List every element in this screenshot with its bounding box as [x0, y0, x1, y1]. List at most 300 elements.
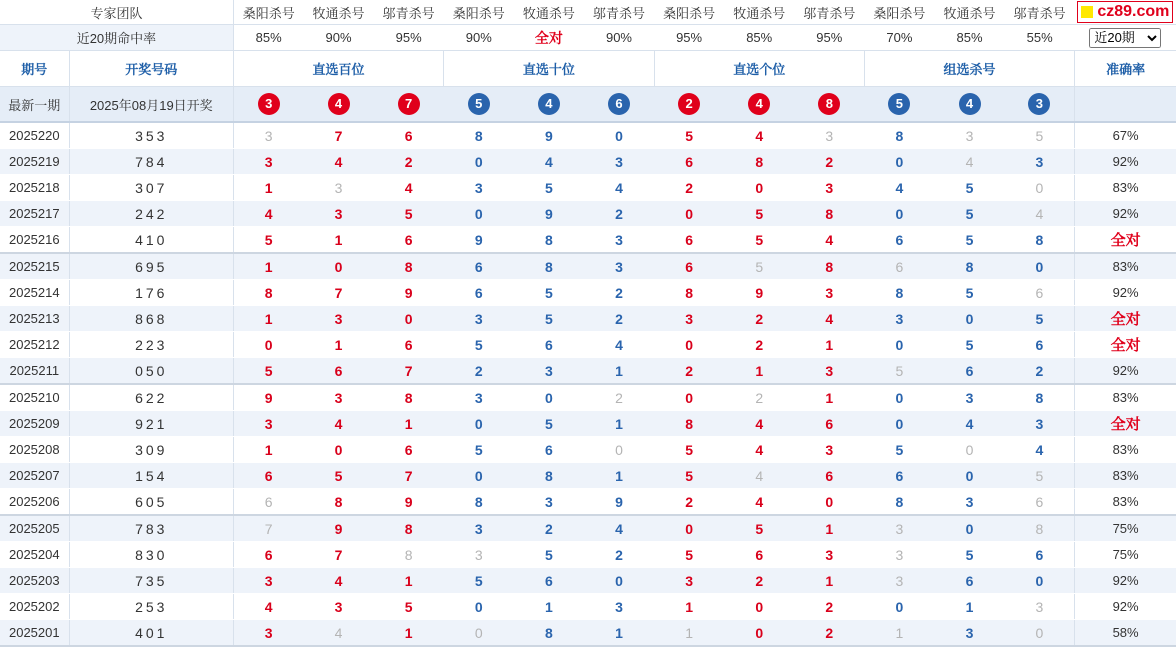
kill-number: 0 — [1035, 179, 1044, 196]
kill-number-cell — [1005, 358, 1075, 385]
accuracy-value: 全对 — [1110, 311, 1141, 328]
kill-number-cell — [1005, 384, 1075, 411]
kill-number: 1 — [825, 520, 834, 537]
kill-number-cell — [864, 332, 934, 358]
kill-number-cell — [654, 332, 724, 358]
expert-name: 桑阳杀号 — [233, 0, 303, 25]
kill-number: 5 — [404, 205, 413, 222]
kill-number: 6 — [825, 467, 834, 484]
kill-number: 6 — [965, 572, 974, 589]
kill-number-cell — [794, 620, 864, 647]
kill-number: 0 — [474, 153, 483, 170]
kill-number-cell — [794, 463, 864, 489]
kill-number: 4 — [965, 415, 974, 432]
kill-number-cell — [514, 227, 584, 254]
draw-cell: 154 — [69, 463, 233, 489]
accuracy-cell — [1075, 620, 1176, 647]
kill-number-cell — [444, 568, 514, 594]
kill-number-cell — [514, 358, 584, 385]
kill-number-cell — [794, 358, 864, 385]
kill-number: 6 — [895, 467, 904, 484]
accuracy-cell — [1075, 411, 1176, 437]
table-row — [0, 489, 1176, 516]
kill-number-cell — [934, 568, 1004, 594]
kill-number-cell — [584, 253, 654, 280]
kill-number: 3 — [825, 127, 834, 144]
kill-number-cell — [304, 437, 374, 463]
draw-cell: 242 — [69, 201, 233, 227]
kill-number: 3 — [895, 310, 904, 327]
kill-number: 6 — [404, 127, 413, 144]
kill-number: 5 — [895, 362, 904, 379]
kill-number: 0 — [1035, 258, 1044, 275]
kill-number-cell — [374, 489, 444, 516]
kill-number-cell — [724, 568, 794, 594]
kill-number-cell — [654, 227, 724, 254]
kill-number-cell — [934, 280, 1004, 306]
kill-number-cell — [444, 358, 514, 385]
table-row — [0, 437, 1176, 463]
kill-number: 6 — [895, 258, 904, 275]
kill-number: 4 — [825, 310, 834, 327]
latest-ball-cell — [934, 87, 1004, 123]
accuracy-value: 全对 — [1110, 416, 1141, 433]
kill-number-cell — [654, 201, 724, 227]
kill-number: 1 — [965, 598, 974, 615]
accuracy-value: 83% — [1112, 468, 1139, 483]
logo-cell — [1075, 0, 1176, 25]
latest-accuracy-cell — [1075, 87, 1176, 123]
kill-number-cell — [794, 489, 864, 516]
kill-number: 5 — [755, 258, 764, 275]
accuracy-value: 92% — [1112, 154, 1139, 169]
kill-number: 1 — [895, 624, 904, 641]
kill-number: 1 — [334, 231, 343, 248]
kill-number-cell — [724, 384, 794, 411]
table-row — [0, 149, 1176, 175]
kill-number-cell — [584, 175, 654, 201]
latest-ball-cell — [794, 87, 864, 123]
group-header-hundreds: 直选百位 — [233, 51, 443, 87]
accuracy-value: 全对 — [1110, 232, 1141, 249]
accuracy-cell — [1075, 201, 1176, 227]
kill-number: 0 — [685, 520, 693, 537]
kill-number-cell — [374, 620, 444, 647]
latest-ball: 5 — [888, 93, 910, 115]
accuracy-cell — [1075, 515, 1176, 542]
kill-number-cell — [233, 306, 303, 332]
kill-number: 3 — [825, 179, 834, 196]
kill-number: 1 — [685, 624, 693, 641]
kill-number-cell — [304, 253, 374, 280]
kill-number: 8 — [404, 520, 413, 537]
kill-number-cell — [304, 306, 374, 332]
kill-number-cell — [444, 411, 514, 437]
kill-number-cell — [514, 122, 584, 149]
kill-number: 1 — [264, 179, 273, 196]
kill-number-cell — [654, 175, 724, 201]
kill-number-cell — [864, 358, 934, 385]
kill-number: 4 — [544, 153, 553, 170]
site-logo[interactable] — [1077, 1, 1173, 23]
hit-rate-value: 95% — [374, 25, 444, 51]
accuracy-value: 92% — [1112, 363, 1139, 378]
kill-number: 5 — [685, 127, 693, 144]
kill-number: 6 — [544, 441, 553, 458]
kill-number-cell — [724, 594, 794, 620]
kill-number-cell — [584, 411, 654, 437]
accuracy-cell — [1075, 175, 1176, 201]
kill-number-cell — [584, 542, 654, 568]
latest-ball: 4 — [748, 93, 770, 115]
kill-number: 5 — [755, 520, 764, 537]
expert-header-row — [0, 0, 1176, 25]
kill-number-cell — [514, 594, 584, 620]
hit-rate-value: 90% — [304, 25, 374, 51]
kill-number-cell — [654, 437, 724, 463]
hit-rate-value: 90% — [584, 25, 654, 51]
kill-number: 1 — [264, 258, 273, 275]
kill-number: 5 — [685, 467, 693, 484]
kill-number: 8 — [1035, 520, 1044, 537]
kill-number-cell — [304, 201, 374, 227]
latest-ball: 3 — [1028, 93, 1050, 115]
kill-number: 5 — [404, 598, 413, 615]
kill-number: 1 — [825, 336, 834, 353]
kill-number: 0 — [404, 310, 413, 327]
kill-number-cell — [934, 542, 1004, 568]
kill-number-cell — [864, 175, 934, 201]
kill-number: 8 — [825, 258, 834, 275]
kill-number-cell — [724, 149, 794, 175]
kill-number: 6 — [1035, 493, 1044, 510]
kill-number: 8 — [755, 153, 764, 170]
kill-number-cell — [514, 437, 584, 463]
group-header-group-kill: 组选杀号 — [864, 51, 1074, 87]
latest-ball-cell — [584, 87, 654, 123]
kill-number-cell — [724, 515, 794, 542]
kill-number: 0 — [474, 624, 483, 641]
kill-number-cell — [794, 227, 864, 254]
kill-number-cell — [444, 542, 514, 568]
kill-number-cell — [934, 437, 1004, 463]
kill-number: 6 — [264, 493, 273, 510]
accuracy-value: 67% — [1112, 128, 1139, 143]
issue-cell: 2025215 — [0, 253, 69, 280]
kill-number: 8 — [404, 258, 413, 275]
kill-number: 6 — [404, 231, 413, 248]
latest-label: 最新一期 — [0, 87, 69, 123]
kill-number: 1 — [404, 624, 413, 641]
kill-number: 6 — [685, 258, 693, 275]
latest-ball-cell — [304, 87, 374, 123]
kill-number: 0 — [685, 336, 693, 353]
draw-cell: 401 — [69, 620, 233, 647]
kill-number: 4 — [404, 179, 413, 196]
kill-number: 2 — [615, 284, 623, 301]
kill-number: 2 — [755, 310, 764, 327]
kill-number: 0 — [334, 258, 343, 275]
kill-number-cell — [444, 332, 514, 358]
kill-number: 3 — [615, 153, 623, 170]
kill-number-cell — [1005, 227, 1075, 254]
kill-number-cell — [864, 384, 934, 411]
kill-number: 0 — [685, 389, 693, 406]
period-select[interactable] — [1089, 28, 1161, 48]
kill-number-cell — [864, 515, 934, 542]
kill-number-cell — [374, 384, 444, 411]
kill-number-cell — [233, 175, 303, 201]
accuracy-value: 83% — [1112, 259, 1139, 274]
kill-number: 3 — [1035, 598, 1044, 615]
latest-ball-cell — [374, 87, 444, 123]
accuracy-value: 92% — [1112, 206, 1139, 221]
kill-number-cell — [374, 542, 444, 568]
kill-number-cell — [233, 463, 303, 489]
kill-number: 5 — [334, 467, 343, 484]
kill-number: 8 — [895, 284, 904, 301]
kill-number-cell — [934, 515, 1004, 542]
kill-number-cell — [304, 411, 374, 437]
draw-cell: 307 — [69, 175, 233, 201]
kill-number: 0 — [895, 415, 904, 432]
kill-number: 4 — [895, 179, 904, 196]
kill-number-cell — [374, 175, 444, 201]
kill-number: 3 — [474, 520, 483, 537]
issue-cell: 2025212 — [0, 332, 69, 358]
table-row — [0, 122, 1176, 149]
kill-number: 0 — [1035, 624, 1044, 641]
kill-number-cell — [864, 280, 934, 306]
kill-number: 6 — [334, 362, 343, 379]
draw-cell: 921 — [69, 411, 233, 437]
kill-number: 5 — [965, 205, 974, 222]
kill-number-cell — [444, 594, 514, 620]
kill-number-cell — [514, 542, 584, 568]
kill-number: 9 — [755, 284, 764, 301]
kill-number: 1 — [544, 598, 553, 615]
kill-number: 3 — [615, 598, 623, 615]
kill-number: 6 — [1035, 284, 1044, 301]
kill-number-cell — [374, 253, 444, 280]
kill-number-cell — [233, 253, 303, 280]
accuracy-value: 92% — [1112, 285, 1139, 300]
table-row — [0, 542, 1176, 568]
kill-number: 0 — [615, 572, 623, 589]
kill-number: 1 — [615, 362, 623, 379]
latest-ball: 2 — [678, 93, 700, 115]
kill-number: 5 — [1035, 127, 1044, 144]
kill-number-cell — [233, 411, 303, 437]
kill-number-cell — [724, 620, 794, 647]
kill-number-cell — [444, 227, 514, 254]
kill-number-cell — [233, 384, 303, 411]
table-row — [0, 175, 1176, 201]
kill-number: 6 — [404, 336, 413, 353]
kill-number-cell — [1005, 149, 1075, 175]
kill-number-cell — [794, 175, 864, 201]
kill-number-cell — [724, 122, 794, 149]
draw-header: 开奖号码 — [69, 51, 233, 87]
kill-number: 7 — [334, 284, 343, 301]
latest-ball: 5 — [468, 93, 490, 115]
kill-number-cell — [1005, 542, 1075, 568]
latest-ball: 3 — [258, 93, 280, 115]
kill-number: 5 — [965, 284, 974, 301]
latest-ball-cell — [444, 87, 514, 123]
kill-number-cell — [304, 515, 374, 542]
table-row — [0, 568, 1176, 594]
kill-number-cell — [374, 411, 444, 437]
kill-number: 6 — [1035, 546, 1044, 563]
expert-name: 牧通杀号 — [304, 0, 374, 25]
kill-number-cell — [794, 149, 864, 175]
kill-number-cell — [584, 437, 654, 463]
kill-number-cell — [304, 122, 374, 149]
kill-number-cell — [514, 253, 584, 280]
kill-number-cell — [1005, 253, 1075, 280]
kill-number: 8 — [965, 258, 974, 275]
kill-number-cell — [374, 280, 444, 306]
kill-number-cell — [934, 175, 1004, 201]
kill-number: 7 — [264, 520, 273, 537]
expert-name: 牧通杀号 — [934, 0, 1004, 25]
kill-number: 2 — [685, 179, 693, 196]
kill-number: 2 — [825, 598, 834, 615]
hit-rate-value: 95% — [654, 25, 724, 51]
kill-number-cell — [584, 149, 654, 175]
kill-number: 3 — [264, 624, 273, 641]
kill-number-cell — [654, 568, 724, 594]
kill-number: 0 — [544, 389, 553, 406]
accuracy-value: 92% — [1112, 573, 1139, 588]
kill-number: 5 — [544, 179, 553, 196]
kill-number-cell — [794, 201, 864, 227]
kill-number: 6 — [544, 572, 553, 589]
kill-number: 5 — [544, 310, 553, 327]
column-header-row — [0, 51, 1176, 87]
kill-number-cell — [934, 463, 1004, 489]
kill-number: 4 — [755, 415, 764, 432]
kill-number: 9 — [404, 493, 413, 510]
kill-number: 3 — [264, 127, 273, 144]
kill-number-cell — [654, 358, 724, 385]
kill-number: 3 — [895, 546, 904, 563]
kill-number-cell — [374, 306, 444, 332]
kill-number-cell — [374, 122, 444, 149]
kill-number: 0 — [895, 598, 904, 615]
kill-number: 7 — [334, 546, 343, 563]
issue-cell: 2025218 — [0, 175, 69, 201]
accuracy-cell — [1075, 384, 1176, 411]
kill-number: 5 — [474, 572, 483, 589]
expert-name: 邬青杀号 — [794, 0, 864, 25]
kill-number: 0 — [895, 389, 904, 406]
kill-number: 1 — [825, 572, 834, 589]
hit-rate-value: 全对 — [514, 25, 584, 51]
kill-number-cell — [514, 411, 584, 437]
kill-number-cell — [304, 227, 374, 254]
kill-number-cell — [724, 175, 794, 201]
hit-rate-row — [0, 25, 1176, 51]
kill-number-cell — [1005, 594, 1075, 620]
issue-cell: 2025213 — [0, 306, 69, 332]
issue-cell: 2025202 — [0, 594, 69, 620]
accuracy-value: 58% — [1112, 625, 1139, 640]
kill-number: 3 — [965, 624, 974, 641]
kill-number: 3 — [825, 441, 834, 458]
kill-number: 0 — [755, 598, 764, 615]
kill-number-cell — [584, 227, 654, 254]
kill-number: 8 — [895, 493, 904, 510]
kill-number: 0 — [895, 153, 904, 170]
kill-number: 2 — [615, 205, 623, 222]
kill-number-cell — [934, 306, 1004, 332]
kill-number: 5 — [895, 441, 904, 458]
kill-number-cell — [233, 201, 303, 227]
kill-number: 3 — [895, 520, 904, 537]
table-row — [0, 280, 1176, 306]
kill-number-cell — [724, 332, 794, 358]
kill-number-cell — [233, 594, 303, 620]
draw-cell: 695 — [69, 253, 233, 280]
logo-square-icon — [1081, 6, 1093, 18]
kill-number: 0 — [895, 205, 904, 222]
kill-number: 0 — [685, 205, 693, 222]
kill-number: 1 — [264, 310, 273, 327]
kill-number-cell — [724, 280, 794, 306]
hit-rate-value: 85% — [233, 25, 303, 51]
kill-number-cell — [794, 332, 864, 358]
kill-number: 4 — [334, 415, 343, 432]
kill-number-cell — [304, 568, 374, 594]
kill-number: 5 — [965, 179, 974, 196]
kill-number: 9 — [615, 493, 623, 510]
kill-number: 8 — [404, 389, 413, 406]
accuracy-cell — [1075, 568, 1176, 594]
kill-number: 0 — [264, 336, 273, 353]
kill-number-cell — [654, 122, 724, 149]
kill-number-cell — [794, 568, 864, 594]
accuracy-value: 83% — [1112, 390, 1139, 405]
kill-number-cell — [304, 175, 374, 201]
kill-number-cell — [514, 620, 584, 647]
kill-number: 3 — [825, 546, 834, 563]
kill-number: 4 — [755, 493, 764, 510]
kill-number-cell — [864, 489, 934, 516]
latest-ball-cell — [724, 87, 794, 123]
kill-number-cell — [1005, 280, 1075, 306]
kill-number: 2 — [755, 572, 764, 589]
accuracy-cell — [1075, 332, 1176, 358]
kill-number: 2 — [615, 546, 623, 563]
kill-number-cell — [654, 620, 724, 647]
kill-number: 6 — [474, 258, 483, 275]
kill-number-cell — [514, 489, 584, 516]
draw-cell: 309 — [69, 437, 233, 463]
kill-number-cell — [864, 411, 934, 437]
kill-number: 3 — [825, 362, 834, 379]
kill-number-cell — [654, 253, 724, 280]
kill-number: 5 — [685, 546, 693, 563]
kill-number: 0 — [474, 467, 483, 484]
draw-cell: 176 — [69, 280, 233, 306]
accuracy-cell — [1075, 594, 1176, 620]
kill-number: 3 — [474, 389, 483, 406]
issue-cell: 2025211 — [0, 358, 69, 385]
latest-ball-cell — [233, 87, 303, 123]
kill-number-cell — [864, 620, 934, 647]
